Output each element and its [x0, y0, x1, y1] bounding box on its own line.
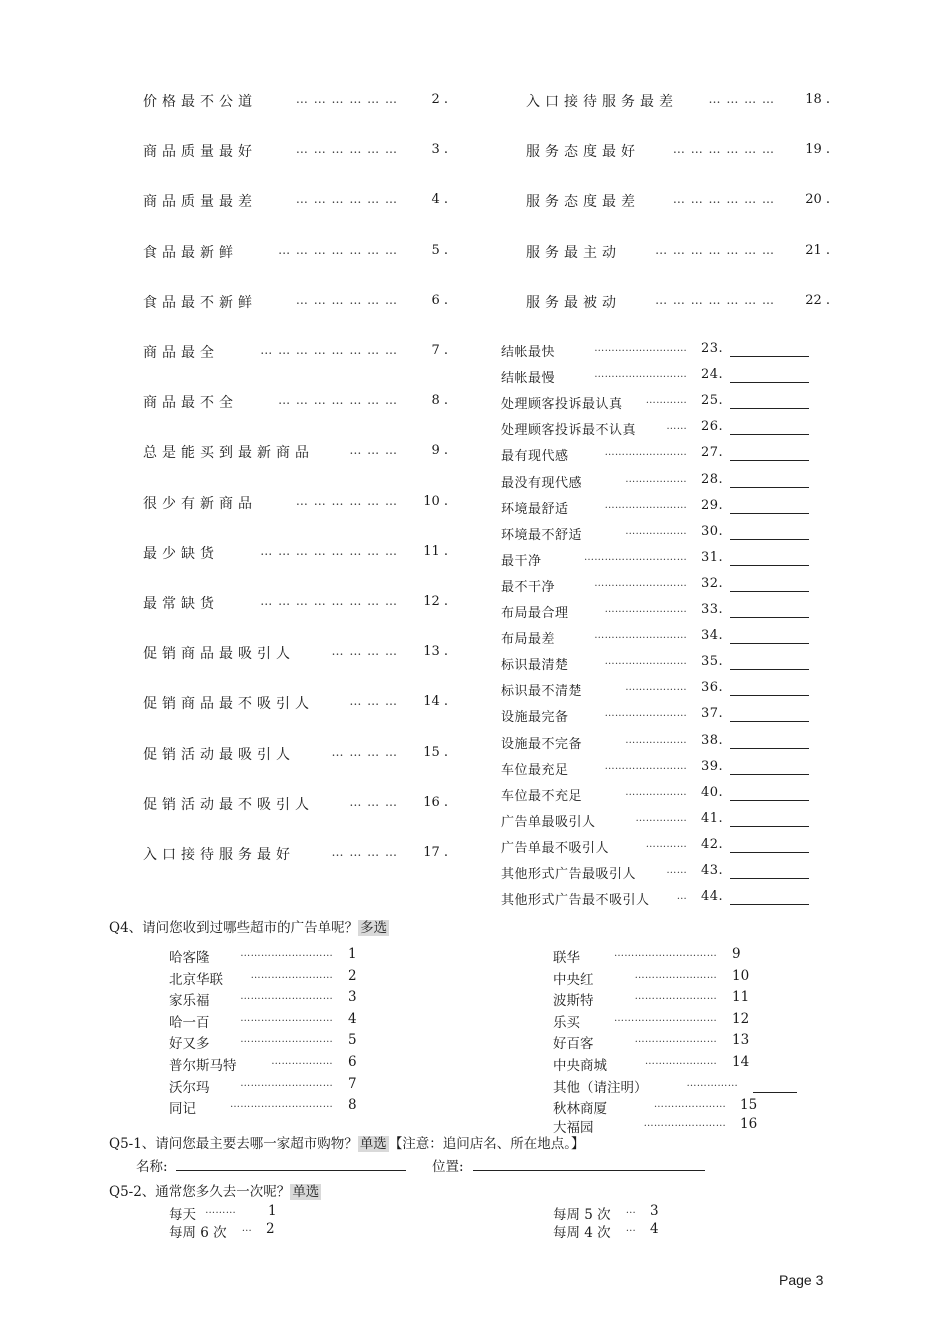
option-dots: …………………… — [634, 969, 717, 981]
option-dots: …………… — [686, 1077, 738, 1089]
list-dots: …… — [666, 865, 687, 876]
item-label: 促销商品最不吸引人 — [143, 696, 314, 713]
list-label: 广告单最不吸引人 — [501, 840, 610, 856]
list-dots: …………… — [635, 812, 687, 824]
option-label: 哈客隆 — [169, 950, 210, 966]
name-label: 名称: — [136, 1159, 168, 1175]
list-label: 其他形式广告最不吸引人 — [501, 893, 650, 909]
item-dots: … … … … — [331, 644, 398, 659]
item-label: 食品最新鲜 — [143, 244, 238, 261]
list-dots: ……………………… — [594, 630, 687, 642]
option-dots: ………………… — [644, 1056, 717, 1067]
item-number: 13 . — [423, 644, 448, 660]
list-dots: …………………… — [604, 604, 687, 615]
list-number: 34. — [701, 628, 724, 644]
answer-blank[interactable] — [730, 565, 809, 566]
list-number: 29. — [701, 497, 724, 513]
item-dots: … … … — [349, 794, 398, 809]
answer-blank[interactable] — [730, 669, 809, 670]
option-code: 3 — [348, 989, 357, 1006]
q5-2-question — [109, 1180, 321, 1200]
item-number: 12 . — [423, 594, 448, 609]
option-label: 家乐福 — [169, 993, 210, 1010]
list-dots: …………………… — [604, 708, 687, 720]
item-dots: … … … … — [708, 92, 775, 106]
option-dots: …………………… — [634, 1034, 717, 1046]
option-dots: ………………………… — [614, 948, 717, 959]
list-number: 31. — [701, 549, 724, 565]
option-dots: …………………… — [643, 1117, 726, 1129]
option-dots: …………………… — [250, 969, 333, 981]
answer-blank[interactable] — [730, 643, 809, 644]
answer-blank[interactable] — [730, 695, 809, 696]
item-number: 9 . — [431, 443, 448, 459]
location-label: 位置: — [432, 1159, 464, 1175]
option-dots: ……………………… — [240, 948, 333, 959]
answer-blank[interactable] — [730, 826, 809, 827]
item-label: 服务态度最好 — [526, 144, 640, 161]
list-number: 39. — [701, 758, 724, 774]
option-code: 9 — [732, 946, 741, 962]
option-label: 大福园 — [553, 1119, 594, 1136]
list-number: 23. — [701, 341, 724, 356]
list-dots: ……………… — [625, 682, 687, 694]
option-code: 15 — [740, 1097, 758, 1113]
item-label: 服务最被动 — [526, 294, 621, 311]
list-dots: ……………… — [625, 786, 687, 798]
list-label: 结帐最慢 — [501, 371, 556, 387]
option-dots: ……………… — [271, 1056, 333, 1067]
list-number: 36. — [701, 680, 724, 696]
item-number: 8 . — [431, 393, 448, 409]
list-number: 30. — [701, 523, 724, 539]
list-dots: ……………… — [625, 734, 687, 746]
answer-blank[interactable] — [730, 487, 809, 488]
list-label: 标识最清楚 — [501, 658, 569, 674]
list-dots: … — [676, 891, 687, 903]
list-dots: ……………… — [625, 525, 687, 537]
list-number: 44. — [701, 889, 724, 905]
item-number: 21 . — [805, 242, 830, 258]
option-code: 8 — [348, 1097, 357, 1114]
option-dots: ……………………… — [240, 1034, 333, 1046]
list-label: 最有现代感 — [501, 449, 569, 465]
option-label: 沃尔玛 — [169, 1079, 210, 1096]
item-dots: … … … … … … — [295, 493, 398, 508]
option-code: 16 — [740, 1115, 758, 1132]
option-dots: ……………………… — [240, 1077, 333, 1089]
option-code: 4 — [650, 1221, 659, 1237]
answer-blank[interactable] — [730, 852, 809, 853]
option-label: 每天 — [169, 1207, 196, 1223]
item-number: 16 . — [423, 794, 448, 810]
item-label: 商品最不全 — [143, 395, 238, 412]
q5-1-tag: 单选 — [359, 1136, 387, 1152]
item-number: 11 . — [423, 543, 448, 559]
option-code: 1 — [348, 946, 357, 962]
item-dots: … … … … … … … — [278, 393, 398, 408]
item-dots: … … … … … … … — [655, 292, 775, 307]
q5-2-text: Q5-2、通常您多久去一次呢？ — [109, 1184, 291, 1200]
item-dots: … … … … — [331, 845, 398, 859]
list-number: 25. — [701, 393, 724, 409]
list-label: 其他形式广告最吸引人 — [501, 867, 637, 882]
item-dots: … … … … … … — [295, 142, 398, 157]
page-number: Page 3 — [779, 1272, 824, 1288]
option-code: 3 — [650, 1203, 659, 1219]
item-label: 商品质量最差 — [143, 194, 257, 211]
answer-blank[interactable] — [730, 617, 809, 618]
list-number: 28. — [701, 471, 724, 487]
location-field[interactable] — [473, 1170, 705, 1171]
q5-2-tag: 单选 — [292, 1184, 320, 1200]
q4-text: Q4、请问您收到过哪些超市的广告单呢？ — [109, 920, 359, 936]
list-number: 33. — [701, 602, 724, 617]
answer-blank[interactable] — [730, 904, 809, 905]
option-label: 每周 5 次 — [553, 1207, 611, 1223]
option-label: 联华 — [553, 950, 580, 966]
item-dots: … … … … … … — [295, 92, 398, 106]
item-number: 6 . — [431, 292, 448, 308]
option-code: 2 — [348, 967, 357, 984]
item-label: 入口接待服务最好 — [143, 847, 295, 863]
item-label: 总是能买到最新商品 — [143, 445, 314, 462]
list-label: 布局最合理 — [501, 606, 569, 621]
item-label: 入口接待服务最差 — [526, 94, 678, 110]
list-label: 处理顾客投诉最认真 — [501, 397, 623, 413]
option-label: 中央商城 — [553, 1058, 607, 1074]
item-number: 10 . — [423, 493, 448, 509]
list-number: 41. — [701, 810, 724, 826]
item-number: 4 . — [431, 192, 448, 208]
answer-blank[interactable] — [730, 800, 809, 801]
option-code: 7 — [348, 1075, 357, 1092]
option-label: 乐买 — [553, 1014, 580, 1031]
list-dots: …………………… — [604, 656, 687, 668]
item-dots: … … … — [349, 694, 398, 709]
answer-blank[interactable] — [730, 721, 809, 722]
item-dots: … … … … … … … … — [260, 594, 398, 608]
list-label: 最干净 — [501, 553, 542, 569]
item-label: 促销活动最吸引人 — [143, 746, 295, 763]
q4-tag: 多选 — [360, 920, 388, 936]
item-label: 商品最全 — [143, 345, 219, 361]
list-dots: …… — [666, 421, 687, 433]
item-number: 14 . — [423, 694, 448, 710]
item-label: 最少缺货 — [143, 545, 219, 562]
item-number: 17 . — [423, 845, 448, 860]
option-code: 2 — [266, 1221, 275, 1237]
option-label: 同记 — [169, 1101, 196, 1118]
item-label: 促销活动最不吸引人 — [143, 796, 314, 813]
item-label: 食品最不新鲜 — [143, 294, 257, 311]
list-number: 38. — [701, 732, 724, 748]
option-code: 12 — [732, 1010, 750, 1027]
list-label: 处理顾客投诉最不认真 — [501, 423, 637, 439]
list-dots: …………………… — [604, 760, 687, 772]
option-code: 10 — [732, 967, 750, 984]
answer-blank[interactable] — [730, 748, 809, 749]
list-number: 26. — [701, 419, 724, 435]
item-label: 最常缺货 — [143, 596, 219, 612]
list-label: 标识最不清楚 — [501, 684, 583, 700]
list-dots: ……………………… — [594, 343, 687, 354]
item-dots: … … … … … … — [295, 192, 398, 207]
option-label: 波斯特 — [553, 993, 594, 1010]
answer-blank[interactable] — [730, 356, 809, 357]
option-dots: … — [241, 1223, 252, 1234]
option-dots: ………………………… — [230, 1099, 333, 1111]
list-label: 布局最差 — [501, 632, 556, 648]
item-dots: … … … … … … — [295, 292, 398, 307]
option-code: 13 — [732, 1032, 750, 1049]
item-dots: … … … — [349, 443, 398, 458]
list-dots: …………………… — [604, 447, 687, 459]
item-label: 价格最不公道 — [143, 94, 257, 110]
list-number: 32. — [701, 575, 724, 591]
list-label: 设施最不完备 — [501, 736, 583, 752]
option-dots: …………………… — [634, 991, 717, 1003]
option-code: 4 — [348, 1010, 357, 1027]
answer-blank[interactable] — [730, 774, 809, 775]
answer-blank[interactable] — [730, 382, 809, 383]
answer-blank[interactable] — [730, 878, 809, 879]
list-label: 环境最不舒适 — [501, 527, 583, 543]
option-code: 1 — [268, 1203, 277, 1219]
answer-blank[interactable] — [730, 408, 809, 409]
answer-blank[interactable] — [730, 460, 809, 461]
item-label: 商品质量最好 — [143, 144, 257, 161]
item-label: 服务最主动 — [526, 244, 621, 261]
option-dots: ………………… — [653, 1099, 726, 1110]
item-number: 7 . — [431, 343, 448, 358]
item-dots: … … … … — [331, 744, 398, 759]
list-dots: …………………… — [604, 499, 687, 511]
option-label: 好又多 — [169, 1036, 210, 1053]
item-dots: … … … … … … … — [655, 242, 775, 257]
option-label: 北京华联 — [169, 971, 223, 988]
q5-1-text: Q5-1、请问您最主要去哪一家超市购物？ — [109, 1136, 358, 1152]
list-number: 27. — [701, 445, 724, 461]
option-label: 每周 4 次 — [553, 1225, 611, 1241]
item-number: 5 . — [431, 242, 448, 258]
list-label: 广告单最吸引人 — [501, 814, 596, 830]
list-number: 37. — [701, 706, 724, 722]
item-number: 2 . — [431, 92, 448, 107]
list-dots: ………… — [645, 838, 687, 850]
item-label: 服务态度最差 — [526, 194, 640, 211]
list-dots: ……………………… — [594, 577, 687, 589]
option-label: 好百客 — [553, 1036, 594, 1053]
other-specify-blank[interactable] — [753, 1092, 797, 1093]
option-dots: … — [625, 1223, 636, 1234]
option-dots: ……… — [205, 1205, 236, 1216]
option-label: 其他（请注明） — [553, 1079, 648, 1096]
option-dots: ………………………… — [614, 1012, 717, 1024]
option-dots: … — [625, 1205, 636, 1216]
list-label: 车位最不充足 — [501, 788, 583, 804]
item-dots: … … … … … … — [672, 142, 775, 157]
item-number: 3 . — [431, 142, 448, 158]
list-label: 环境最舒适 — [501, 501, 569, 517]
option-label: 秋林商厦 — [553, 1101, 607, 1117]
list-number: 24. — [701, 367, 724, 383]
list-dots: ………… — [645, 395, 687, 407]
list-number: 43. — [701, 863, 724, 878]
q5-1-question — [109, 1132, 585, 1152]
answer-blank[interactable] — [730, 434, 809, 435]
item-label: 促销商品最吸引人 — [143, 646, 295, 663]
item-dots: … … … … … … … … — [260, 343, 398, 357]
list-number: 35. — [701, 654, 724, 670]
option-label: 中央红 — [553, 971, 594, 988]
item-label: 很少有新商品 — [143, 495, 257, 512]
option-label: 每周 6 次 — [169, 1225, 227, 1241]
answer-blank[interactable] — [730, 591, 809, 592]
q4-question — [109, 916, 389, 936]
option-label: 普尔斯马特 — [169, 1058, 237, 1074]
list-label: 结帐最快 — [501, 345, 556, 360]
list-dots: ……………… — [625, 473, 687, 485]
name-field[interactable] — [176, 1170, 406, 1171]
q5-1-note: 【注意：追问店名、所在地点。】 — [388, 1136, 585, 1152]
item-number: 19 . — [805, 142, 830, 158]
option-code: 11 — [732, 989, 750, 1006]
list-label: 设施最完备 — [501, 710, 569, 726]
option-code: 5 — [348, 1032, 357, 1049]
item-number: 22 . — [805, 292, 830, 308]
list-dots: ……………………… — [594, 369, 687, 381]
item-number: 20 . — [805, 192, 830, 208]
list-dots: ………………………… — [584, 551, 687, 563]
list-label: 最不干净 — [501, 579, 556, 595]
item-dots: … … … … … … … … — [260, 543, 398, 558]
option-code: 6 — [348, 1054, 357, 1070]
option-dots: ……………………… — [240, 991, 333, 1003]
item-number: 15 . — [423, 744, 448, 760]
item-number: 18 . — [805, 92, 830, 107]
option-label: 哈一百 — [169, 1014, 210, 1031]
answer-blank[interactable] — [730, 539, 809, 540]
option-dots: ……………………… — [240, 1012, 333, 1024]
list-label: 车位最充足 — [501, 762, 569, 778]
answer-blank[interactable] — [730, 513, 809, 514]
item-dots: … … … … … … … — [278, 242, 398, 257]
item-dots: … … … … … … — [672, 192, 775, 207]
list-number: 42. — [701, 836, 724, 852]
option-code: 14 — [732, 1054, 750, 1070]
list-label: 最没有现代感 — [501, 475, 583, 491]
list-number: 40. — [701, 784, 724, 800]
